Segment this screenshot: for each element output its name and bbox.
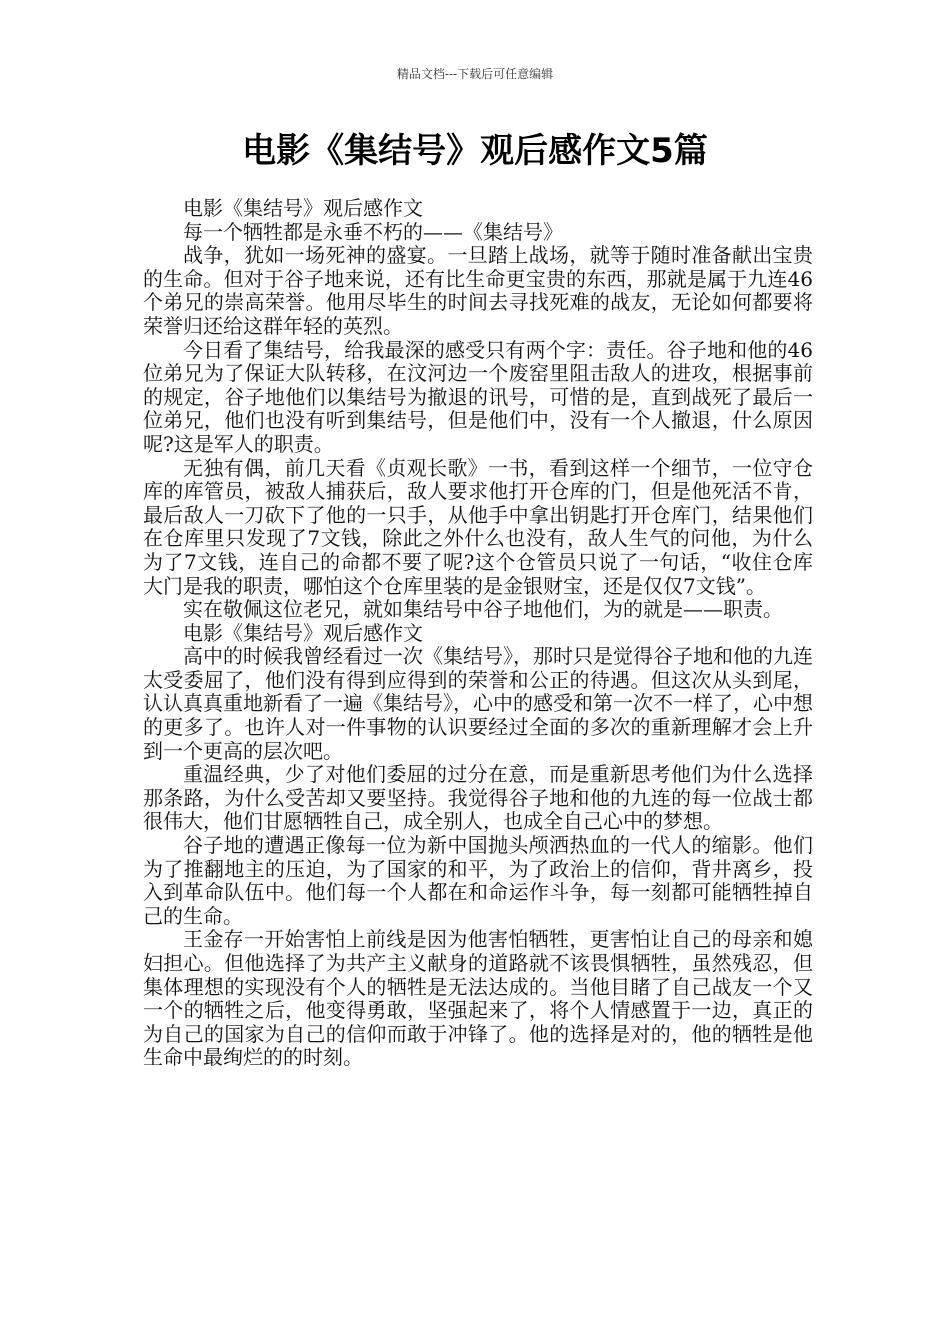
document-title: 电影《集结号》观后感作文5篇 [242, 131, 708, 171]
paragraph: 今日看了集结号，给我最深的感受只有两个字：责任。谷子地和他的46位弟兄为了保证大队转移，在汶河边一个废窑里阻击敌人的进攻，根据事前的规定，谷子地他们以集结号为撤退的讯号，可惜的是，直到战死了最后一位弟兄，他们也没有听到集结号，但是他们中，没有一个人撤退，什么原因呢?这是军人的职责。 [143, 337, 813, 456]
paragraph: 每一个牺牲都是永垂不朽的——《集结号》 [183, 219, 563, 244]
document-body [143, 197, 813, 1070]
paragraph: 实在敬佩这位老兄，就如集结号中谷子地他们，为的就是——职责。 [183, 597, 783, 622]
paragraph: 无独有偶，前几天看《贞观长歌》一书，看到这样一个细节，一位守仓库的库管员，被敌人捕获后，敌人要求他打开仓库的门，但是他死活不肯，最后敌人一刀砍下了他的一只手，从他手中拿出钥匙打开仓库门，结果他们在仓库里只发现了7文钱，除此之外什么也没有，敌人生气的问他，为什么为了7文钱，连自己的命都不要了呢?这个仓管员只说了一句话，“收住仓库大门是我的职责，哪怕这个仓库里装的是金银财宝，还是仅仅7文钱”。 [143, 455, 813, 598]
paragraph: 王金存一开始害怕上前线是因为他害怕牺牲，更害怕让自己的母亲和媳妇担心。但他选择了为共产主义献身的道路就不该畏惧牺牲，虽然残忍，但集体理想的实现没有个人的牺牲是无法达成的。当他目睹了自己战友一个又一个的牺牲之后，他变得勇敢，坚强起来了，将个人情感置于一边，真正的为自己的国家为自己的信仰而敢于冲锋了。他的选择是对的，他的牺牲是他生命中最绚烂的的时刻。 [143, 927, 813, 1070]
paragraph: 谷子地的遭遇正像每一位为新中国抛头颅洒热血的一代人的缩影。他们为了推翻地主的压迫，为了国家的和平，为了政治上的信仰，背井离乡，投入到革命队伍中。他们每一个人都在和命运作斗争，每一刻都可能牺牲掉自己的生命。 [143, 833, 813, 928]
paragraph: 电影《集结号》观后感作文 [183, 196, 423, 220]
paragraph: 重温经典，少了对他们委屈的过分在意，而是重新思考他们为什么选择那条路，为什么受苦却又要坚持。我觉得谷子地和他的九连的每一位战士都很伟大，他们甘愿牺牲自己，成全别人，也成全自己心中的梦想。 [143, 762, 813, 834]
page-header: 精品文档---下载后可任意编辑 [396, 67, 554, 81]
paragraph: 高中的时候我曾经看过一次《集结号》，那时只是觉得谷子地和他的九连太受委屈了，他们没有得到应得到的荣誉和公正的待遇。但这次从头到尾，认认真真重地新看了一遍《集结号》，心中的感受和第一次不一样了，心中想的更多了。也许人对一件事物的认识要经过全面的多次的重新理解才会上升到一个更高的层次吧。 [143, 644, 813, 763]
paragraph: 战争，犹如一场死神的盛宴。一旦踏上战场，就等于随时准备献出宝贵的生命。但对于谷子地来说，还有比生命更宝贵的东西，那就是属于九连46个弟兄的崇高荣誉。他用尽毕生的时间去寻找死难的战友，无论如何都要将荣誉归还给这群年轻的英烈。 [143, 243, 813, 338]
paragraph: 电影《集结号》观后感作文 [183, 620, 423, 645]
